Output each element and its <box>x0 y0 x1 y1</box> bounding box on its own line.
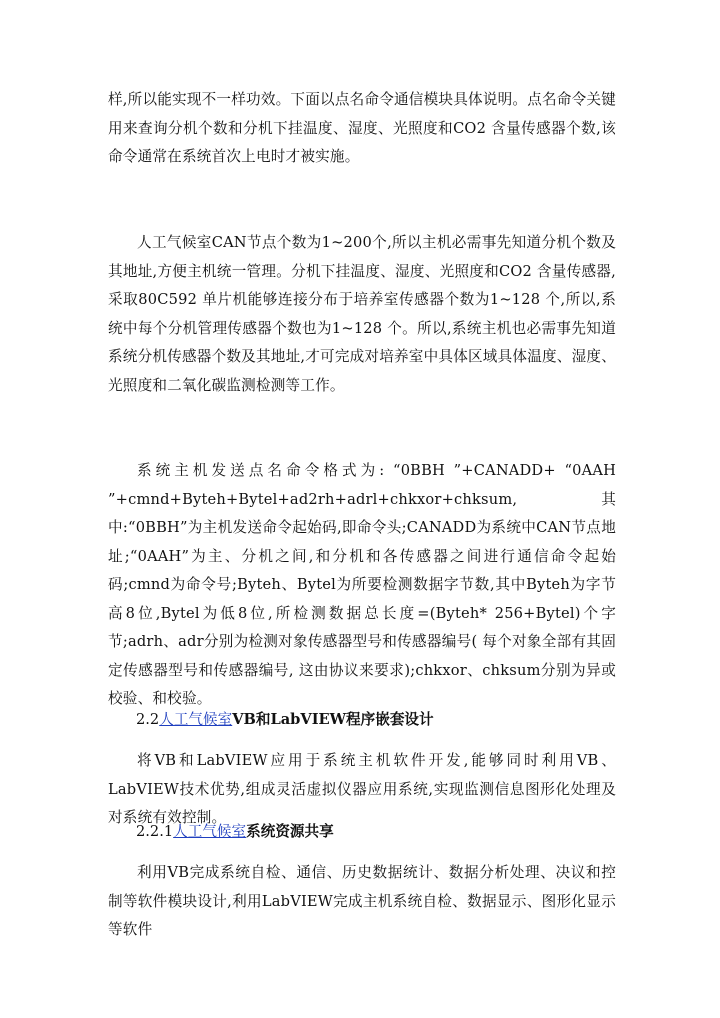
paragraph-intro: 样,所以能实现不一样功效。下面以点名命令通信模块具体说明。点名命令关键用来查询分机个数和分机下挂温度、湿度、光照度和CO2 含量传感器个数,该命令通常在系统首次上电时才被实施。 <box>108 91 616 165</box>
section-number: 2.2 <box>136 711 160 728</box>
heading-link-climate-room[interactable]: 人工气候室 <box>173 823 247 840</box>
section-title: VB和LabVIEW程序嵌套设计 <box>232 711 434 728</box>
section-title: 系统资源共享 <box>246 823 334 840</box>
section-number: 2.2.1 <box>136 823 174 840</box>
section-heading-2-2 <box>136 706 616 734</box>
heading-link-climate-room[interactable]: 人工气候室 <box>159 711 233 728</box>
paragraph-vb-labview: 将VB和LabVIEW应用于系统主机软件开发,能够同时利用VB、LabVIEW技术优势,组成灵活虚拟仪器应用系统,实现监测信息图形化处理及对系统有效控制。 <box>108 752 616 826</box>
paragraph-command-format: 系统主机发送点名命令格式为: “0BBH ”+CANADD+ “0AAH ”+cmnd+Byteh+Bytel+ad2rh+adrl+chkxor+chksum,其中:“0BBH”为主机发送命令起始码,即命令头;CANADD为系统中CAN节点地址;“0AAH”为主、分机之间,和分机和各传感器之间进行通信命令起始码;cmnd为命令号;Byteh、Bytel为所要检测数据字节数,其中Byteh为字节高8位,Bytel为低8位,所检测数据总长度=(Byteh* 256+Bytel)个字节;adrh、adr分别为检测对象传感器型号和传感器编号( 每个对象全部有其固定传感器型号和传感器编号, 这由协议来要求);chkxor、chksum分别为异或校验、和校验。 <box>108 462 616 707</box>
section-heading-2-2-1 <box>136 818 616 846</box>
paragraph-software-modules: 利用VB完成系统自检、通信、历史数据统计、数据分析处理、决议和控制等软件模块设计,利用LabVIEW完成主机系统自检、数据显示、图形化显示等软件 <box>108 864 616 938</box>
paragraph-can-nodes: 人工气候室CAN节点个数为1~200个,所以主机必需事先知道分机个数及其地址,方便主机统一管理。分机下挂温度、湿度、光照度和CO2 含量传感器,采取80C592 单片机能够连接分布于培养室传感器个数为1~128 个,所以,系统中每个分机管理传感器个数也为1~128 个。所以,系统主机也必需事先知道系统分机传感器个数及其地址,才可完成对培养室中具体区域具体温度、湿度、光照度和二氧化碳监测检测等工作。 <box>108 234 616 394</box>
